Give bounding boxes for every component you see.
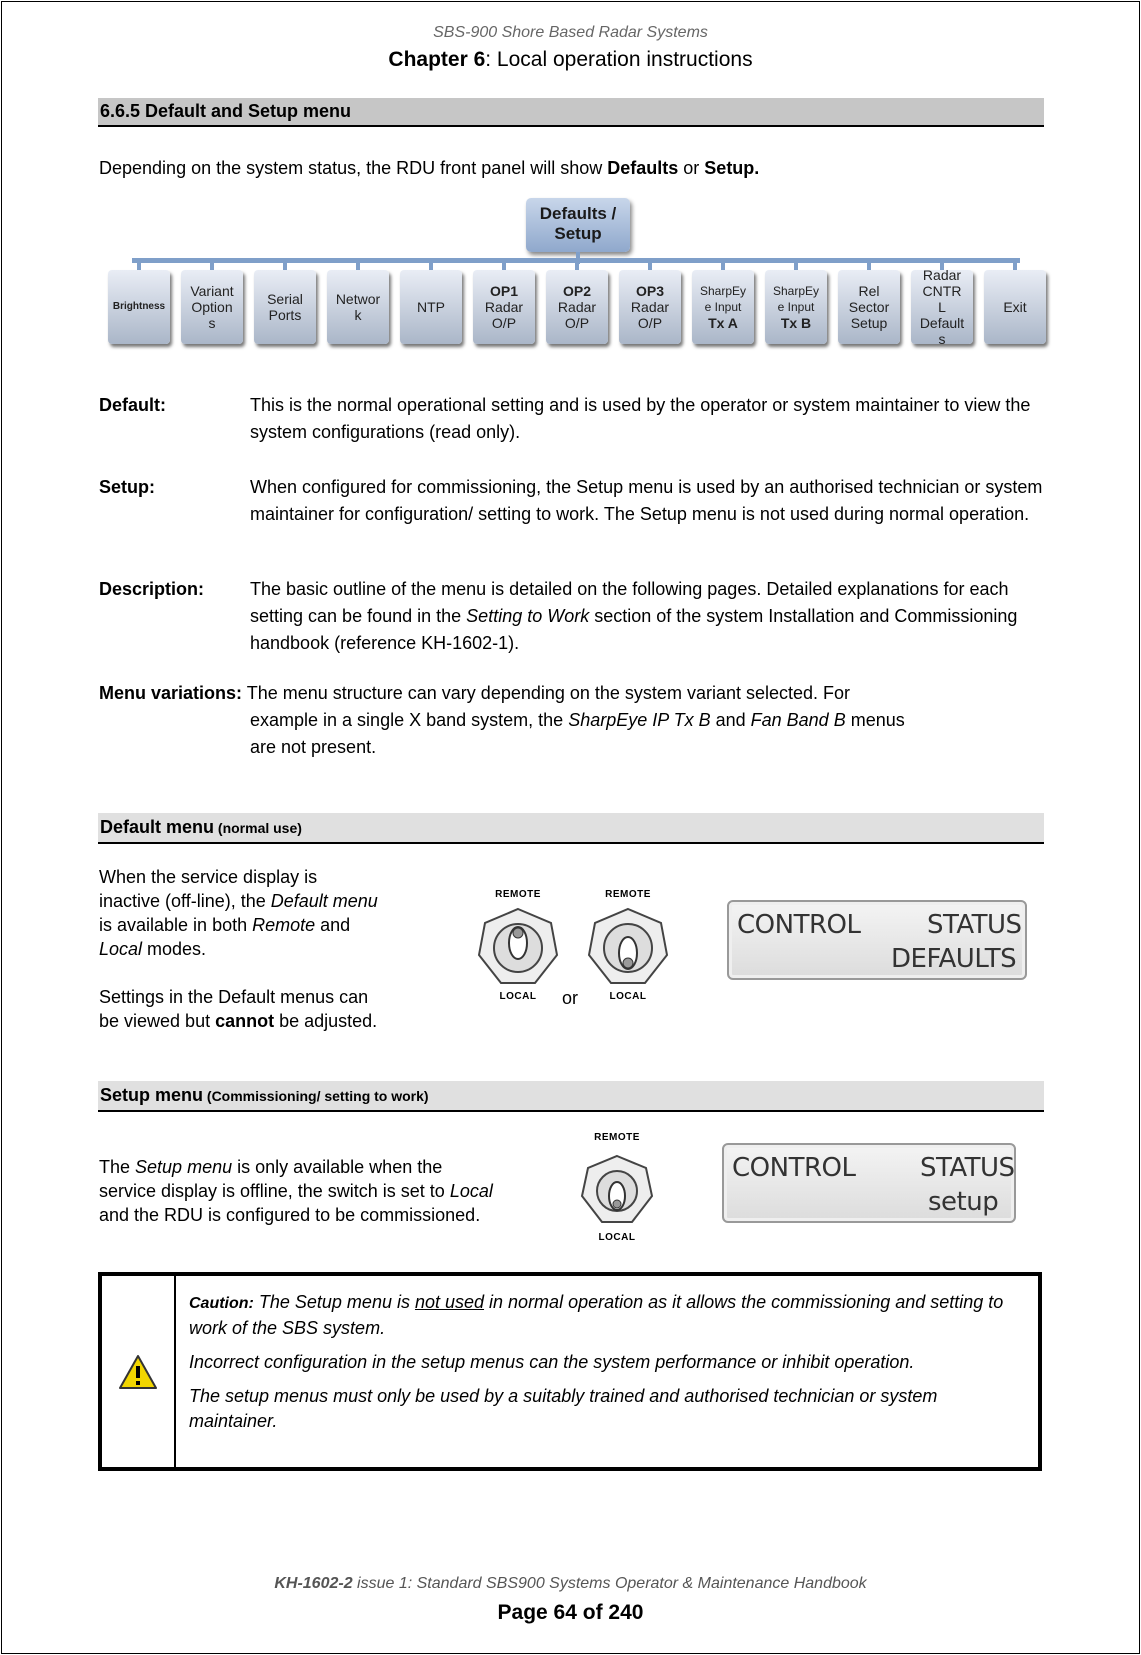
connector [356, 260, 360, 270]
lcd-display-defaults: CONTROL STATUS DEFAULTS [727, 900, 1027, 980]
menu-box-7: OP3 Radar O/P [619, 270, 681, 344]
menu-box-12: Exit [984, 270, 1046, 344]
menu-box-6: OP2 Radar O/P [546, 270, 608, 344]
definition-menu-variations: Menu variations: The menu structure can vary depending on the system variant selected. For example in a single X band system, the SharpEye IP Tx B and Fan Band B menus are not present. [99, 683, 905, 757]
menu-box-1: Variant Option s [181, 270, 243, 344]
warning-icon [118, 1354, 158, 1390]
menu-box-8: SharpEy e Input Tx A [692, 270, 754, 344]
section-heading: 6.6.5 Default and Setup menu [98, 98, 1044, 127]
remote-local-switch-setup: REMOTE LOCAL [572, 1128, 662, 1248]
menu-box-4: NTP [400, 270, 462, 344]
connector [429, 260, 433, 270]
toggle-switch-icon [572, 1146, 662, 1236]
connector [575, 260, 579, 270]
connector [137, 260, 141, 270]
term-default: Default: [99, 395, 166, 415]
or-label: or [562, 988, 579, 1008]
root-menu-box: Defaults / Setup [526, 198, 630, 252]
chapter-title: Chapter 6: Local operation instructions [388, 48, 753, 71]
desc-description: The basic outline of the menu is detailed on the following pages. Detailed explanations for each setting can be found in the Setting to Work section of the system Installation and Commissioning handbook (reference KH-1602-1). [250, 579, 1018, 653]
default-menu-heading: Default menu (normal use) [98, 813, 1044, 844]
term-setup: Setup: [99, 477, 155, 497]
lcd-display-setup: CONTROL STATUS setup [722, 1143, 1016, 1223]
remote-local-switch-local: REMOTE LOCAL [583, 885, 673, 1005]
menu-box-11: Radar CNTR L Default s [911, 270, 973, 344]
remote-local-switch-remote: REMOTE LOCAL [473, 885, 563, 1005]
intro-paragraph: Depending on the system status, the RDU front panel will show Defaults or Setup. [99, 158, 760, 178]
page-number: Page 64 of 240 [497, 1601, 644, 1624]
caution-text: Caution: The Setup menu is not used in normal operation as it allows the commissioning and setting to work of the SBS system. Incorrect configuration in the setup menus can the system performance or inhibit operation. The setup menus must only be used by a suitably trained and authorised technician or system maintainer. [189, 1292, 1004, 1431]
document-reference: KH-1602-2 issue 1: Standard SBS900 Systems Operator & Maintenance Handbook [274, 1575, 867, 1592]
desc-default: This is the normal operational setting and is used by the operator or system maintainer to view the system configurations (read only). [250, 395, 1031, 442]
connector [648, 260, 652, 270]
caution-box [98, 1272, 1042, 1471]
term-description: Description: [99, 579, 205, 599]
menu-box-5: OP1 Radar O/P [473, 270, 535, 344]
menu-box-10: Rel Sector Setup [838, 270, 900, 344]
term-menu-variations: Menu variations: [99, 683, 243, 703]
connector [210, 260, 214, 270]
connector [867, 260, 871, 270]
menu-box-3: Networ k [327, 270, 389, 344]
menu-box-9: SharpEy e Input Tx B [765, 270, 827, 344]
divider [174, 1276, 176, 1467]
default-menu-text: When the service display is inactive (off-line), the Default menu is available in both Remote and Local modes. Settings in the Default menus can be viewed but cannot be adjusted. [99, 867, 378, 1031]
menu-box-0: Brightness [108, 270, 170, 344]
toggle-switch-icon [473, 903, 563, 993]
connector [1013, 260, 1017, 270]
setup-menu-text: The Setup menu is only available when the service display is offline, the switch is set to Local and the RDU is configured to be commissioned. [99, 1157, 493, 1225]
setup-menu-heading: Setup menu (Commissioning/ setting to work) [98, 1081, 1044, 1112]
connector [721, 260, 725, 270]
connector [794, 260, 798, 270]
toggle-switch-icon [583, 903, 673, 993]
menu-structure-diagram [100, 190, 1050, 350]
running-header: SBS-900 Shore Based Radar Systems [433, 24, 708, 41]
connector [502, 260, 506, 270]
connector [283, 260, 287, 270]
desc-setup: When configured for commissioning, the Setup menu is used by an authorised technician or system maintainer for configuration/ setting to work. The Setup menu is not used during normal operation. [250, 477, 1043, 524]
menu-box-2: Serial Ports [254, 270, 316, 344]
